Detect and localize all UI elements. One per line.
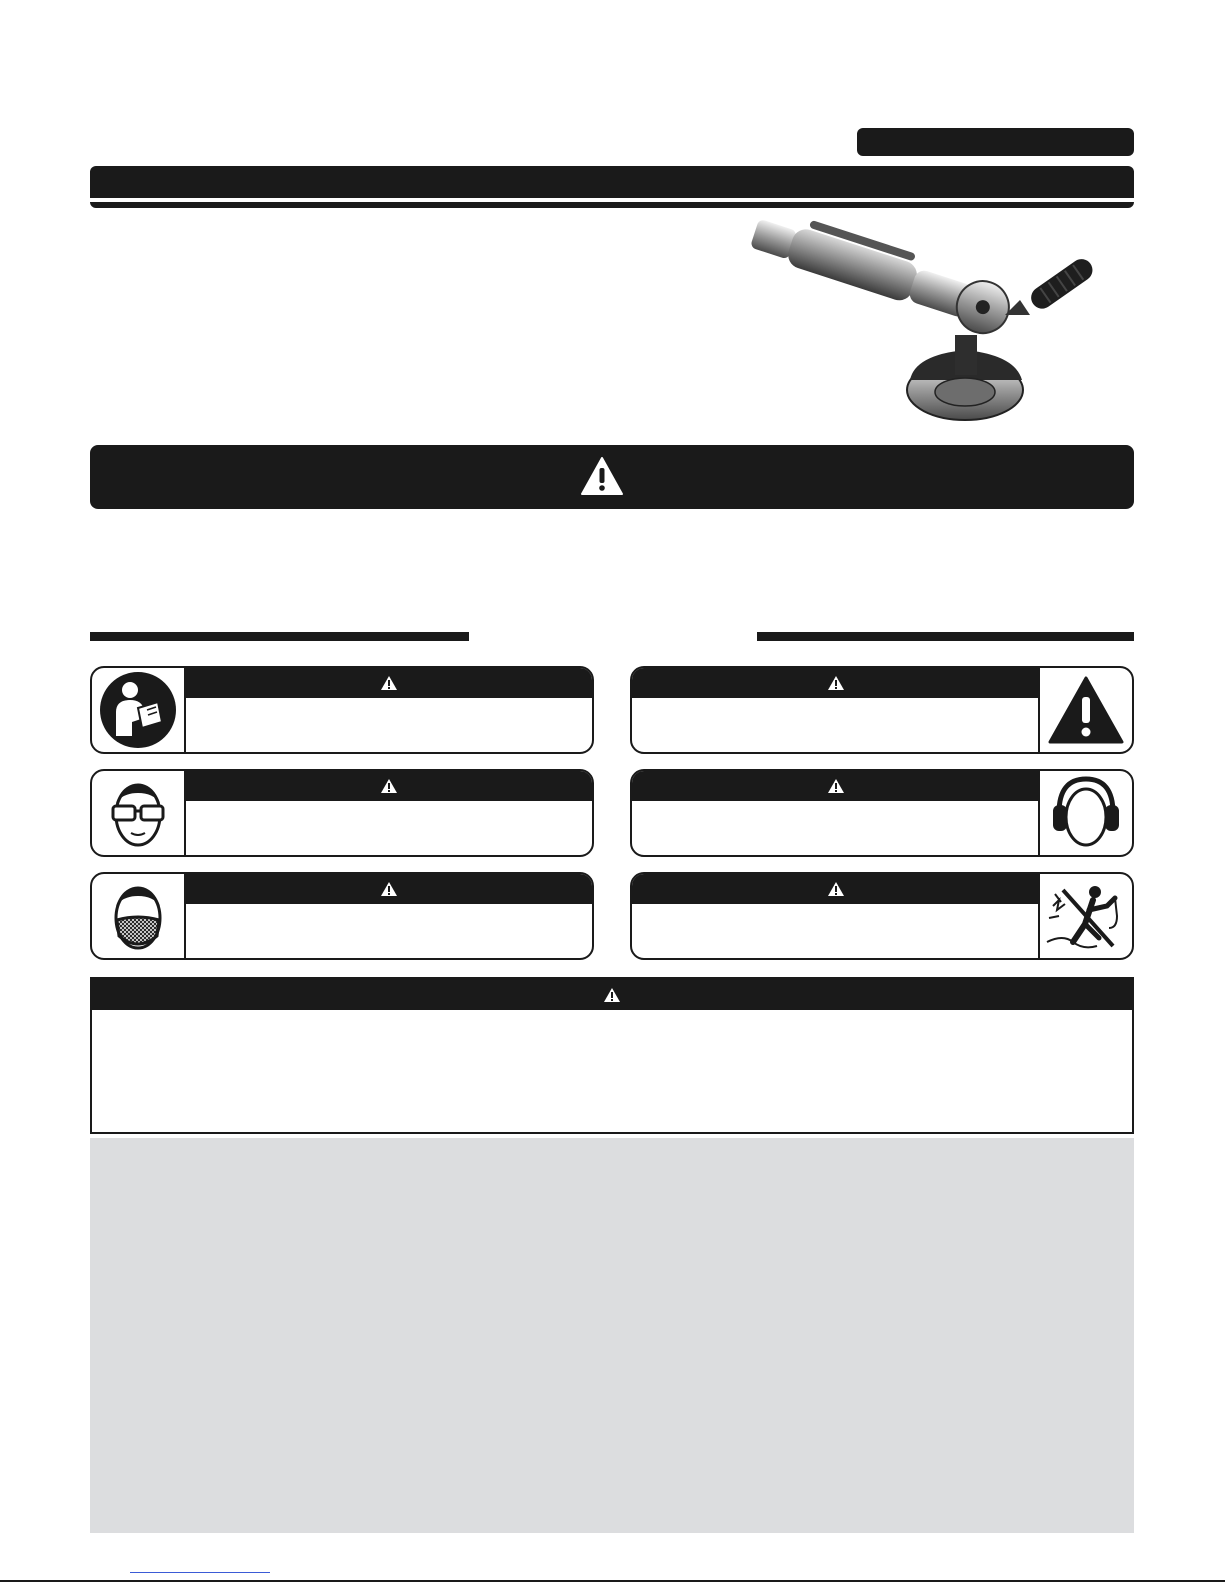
general-warning-icon xyxy=(1038,668,1132,752)
card-header xyxy=(185,668,592,698)
read-manual-icon xyxy=(92,668,186,752)
safety-card-explosion-hazard xyxy=(630,872,1134,960)
explosion-hazard-icon xyxy=(1038,874,1132,958)
title-rule xyxy=(90,202,1134,208)
safety-card-general-warning xyxy=(630,666,1134,754)
info-panel xyxy=(90,1138,1134,1533)
model-number-tab xyxy=(857,128,1134,156)
warning-triangle-icon xyxy=(380,881,398,897)
warning-triangle-icon xyxy=(380,675,398,691)
safety-glasses-icon xyxy=(92,771,186,855)
warning-triangle-icon xyxy=(580,456,624,496)
angle-grinder-image xyxy=(730,220,1115,440)
footer-rule xyxy=(0,1580,1225,1582)
card-header xyxy=(185,771,592,801)
hearing-protection-icon xyxy=(1038,771,1132,855)
warning-triangle-icon xyxy=(603,987,621,1003)
card-header xyxy=(632,668,1039,698)
warning-triangle-icon xyxy=(827,778,845,794)
warning-banner xyxy=(90,445,1134,509)
notice-header xyxy=(92,979,1132,1010)
warning-triangle-icon xyxy=(827,675,845,691)
card-header xyxy=(185,874,592,904)
section-rule-right xyxy=(757,632,1134,641)
safety-card-hearing-protection xyxy=(630,769,1134,857)
warning-triangle-icon xyxy=(380,778,398,794)
section-rule-left xyxy=(90,632,469,641)
title-bar xyxy=(90,166,1134,198)
safety-card-respiratory-protection xyxy=(90,872,594,960)
safety-card-eye-protection xyxy=(90,769,594,857)
card-header xyxy=(632,874,1039,904)
card-header xyxy=(632,771,1039,801)
warning-triangle-icon xyxy=(827,881,845,897)
footer-link[interactable] xyxy=(130,1572,270,1574)
dust-mask-icon xyxy=(92,874,186,958)
notice-box xyxy=(90,977,1134,1134)
safety-card-read-manual xyxy=(90,666,594,754)
